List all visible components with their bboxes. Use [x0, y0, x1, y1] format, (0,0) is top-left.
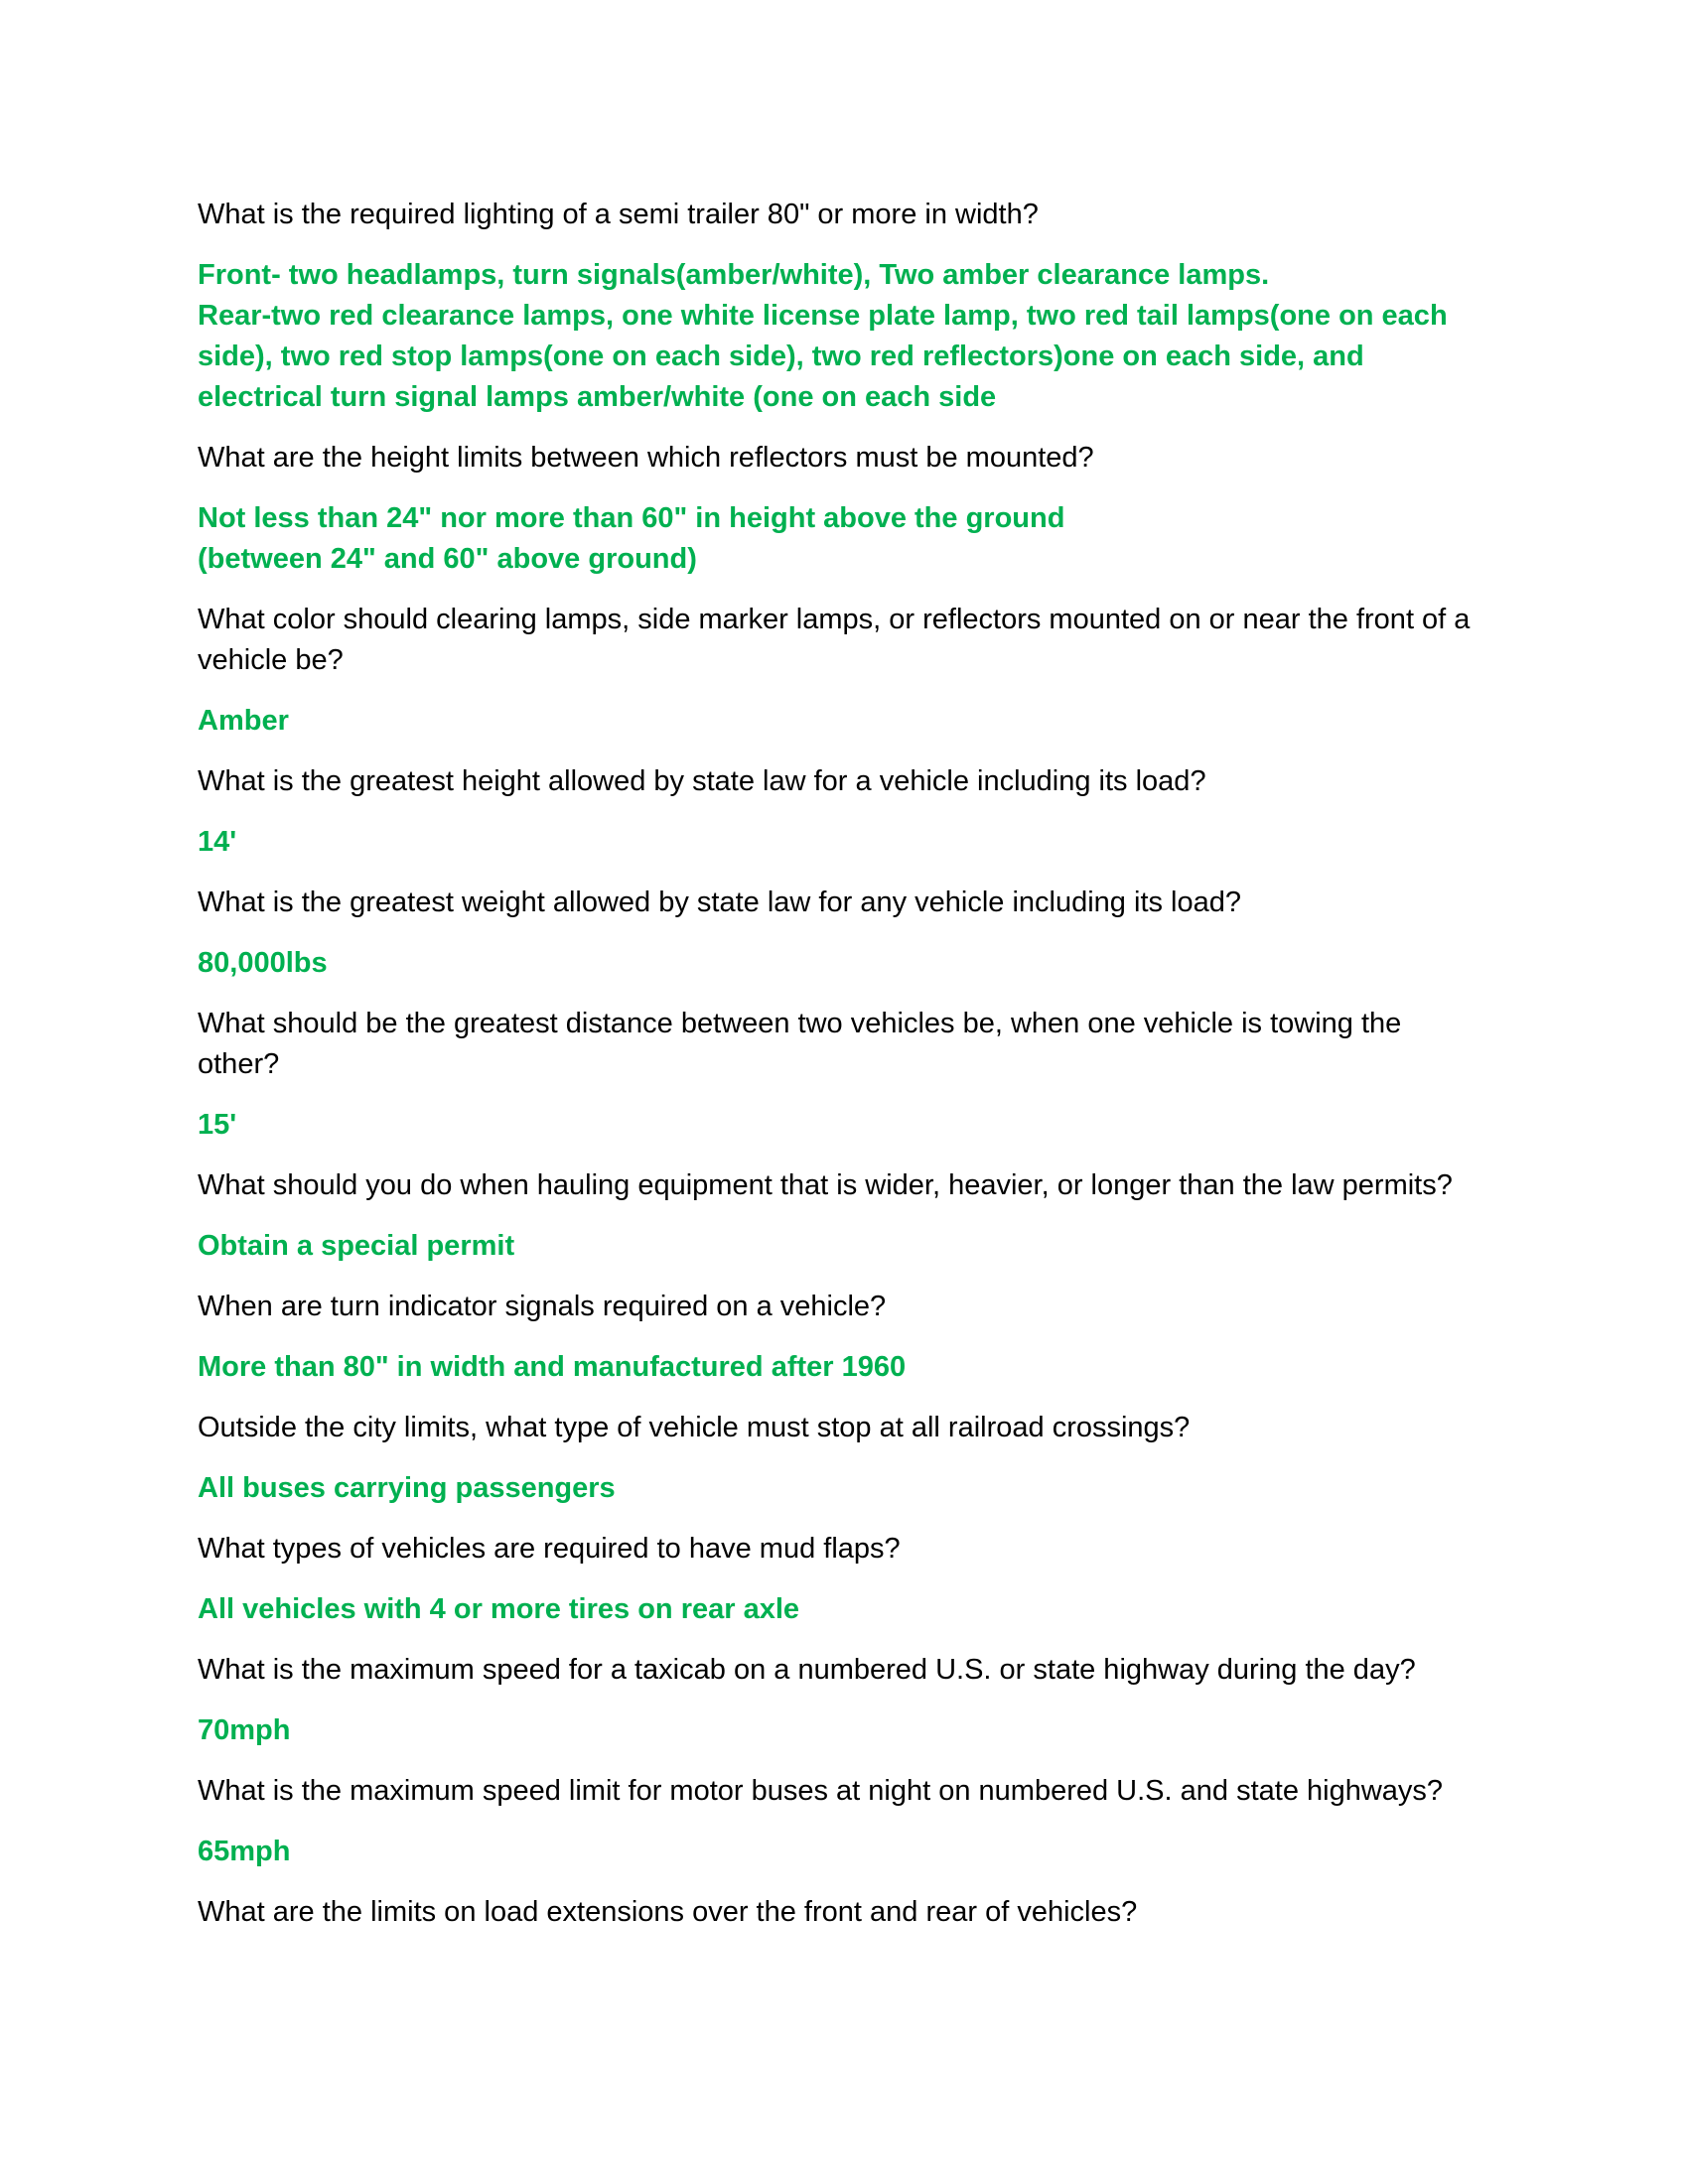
- question-text: When are turn indicator signals required on a vehicle?: [198, 1291, 887, 1322]
- qa-item: [198, 1004, 1488, 1085]
- answer-block: [198, 1832, 1488, 1872]
- answer-line: Front- two headlamps, turn signals(amber/white), Two amber clearance lamps.: [198, 259, 1270, 291]
- answer-block: [198, 1347, 1488, 1388]
- question-text: What is the greatest height allowed by state law for a vehicle including its load?: [198, 765, 1206, 797]
- qa-item: [198, 1892, 1488, 1933]
- question-text: Outside the city limits, what type of vehicle must stop at all railroad crossings?: [198, 1412, 1191, 1443]
- qa-item: [198, 1287, 1488, 1327]
- answer-line: (between 24" and 60" above ground): [198, 543, 697, 575]
- answer-block: [198, 822, 1488, 863]
- answer-text: 15': [198, 1109, 237, 1141]
- answer-block: [198, 1105, 1488, 1146]
- qa-item: [198, 1529, 1488, 1570]
- qa-item: [198, 195, 1488, 235]
- qa-item: [198, 1408, 1488, 1448]
- answer-text: 65mph: [198, 1836, 291, 1867]
- qa-item: [198, 1165, 1488, 1206]
- question-text: What should you do when hauling equipment that is wider, heavier, or longer than the law permits?: [198, 1169, 1453, 1201]
- question-text: What should be the greatest distance between two vehicles be, when one vehicle is towing the other?: [198, 1008, 1402, 1080]
- answer-block: [198, 701, 1488, 742]
- qa-item: [198, 883, 1488, 923]
- question-text: What is the maximum speed for a taxicab on a numbered U.S. or state highway during the day?: [198, 1654, 1416, 1686]
- answer-text: 80,000lbs: [198, 947, 328, 979]
- answer-text: [198, 498, 1488, 580]
- document-page: [198, 195, 1488, 1953]
- qa-item: [198, 761, 1488, 802]
- question-text: What is the required lighting of a semi trailer 80" or more in width?: [198, 199, 1039, 230]
- qa-item: [198, 1650, 1488, 1691]
- answer-text: More than 80" in width and manufactured after 1960: [198, 1351, 907, 1383]
- answer-text: [198, 255, 1488, 418]
- answer-text: 70mph: [198, 1714, 291, 1746]
- answer-block: [198, 1468, 1488, 1509]
- answer-text: All vehicles with 4 or more tires on rear axle: [198, 1593, 800, 1625]
- question-text: What are the limits on load extensions over the front and rear of vehicles?: [198, 1896, 1138, 1928]
- qa-item: [198, 438, 1488, 478]
- answer-block: [198, 1589, 1488, 1630]
- question-text: What types of vehicles are required to have mud flaps?: [198, 1533, 901, 1565]
- answer-line: Rear-two red clearance lamps, one white license plate lamp, two red tail lamps(one on each side), two red stop lamps(one on each side), two red reflectors)one on each side, and electrical turn signal lamps amber/white (one on each side: [198, 300, 1448, 413]
- answer-block: [198, 1226, 1488, 1267]
- question-text: What color should clearing lamps, side marker lamps, or reflectors mounted on or near the front of a vehicle be?: [198, 604, 1471, 676]
- answer-block: [198, 1710, 1488, 1751]
- answer-text: Obtain a special permit: [198, 1230, 515, 1262]
- answer-text: All buses carrying passengers: [198, 1472, 616, 1504]
- answer-block: [198, 943, 1488, 984]
- answer-text: 14': [198, 826, 237, 858]
- qa-item: [198, 1771, 1488, 1812]
- question-text: What are the height limits between which reflectors must be mounted?: [198, 442, 1094, 474]
- answer-block: [198, 255, 1488, 418]
- answer-block: [198, 498, 1488, 580]
- answer-line: Not less than 24" nor more than 60" in height above the ground: [198, 502, 1065, 534]
- answer-text: Amber: [198, 705, 289, 737]
- question-text: What is the maximum speed limit for motor buses at night on numbered U.S. and state highways?: [198, 1775, 1444, 1807]
- qa-item: [198, 600, 1488, 681]
- question-text: What is the greatest weight allowed by state law for any vehicle including its load?: [198, 887, 1242, 918]
